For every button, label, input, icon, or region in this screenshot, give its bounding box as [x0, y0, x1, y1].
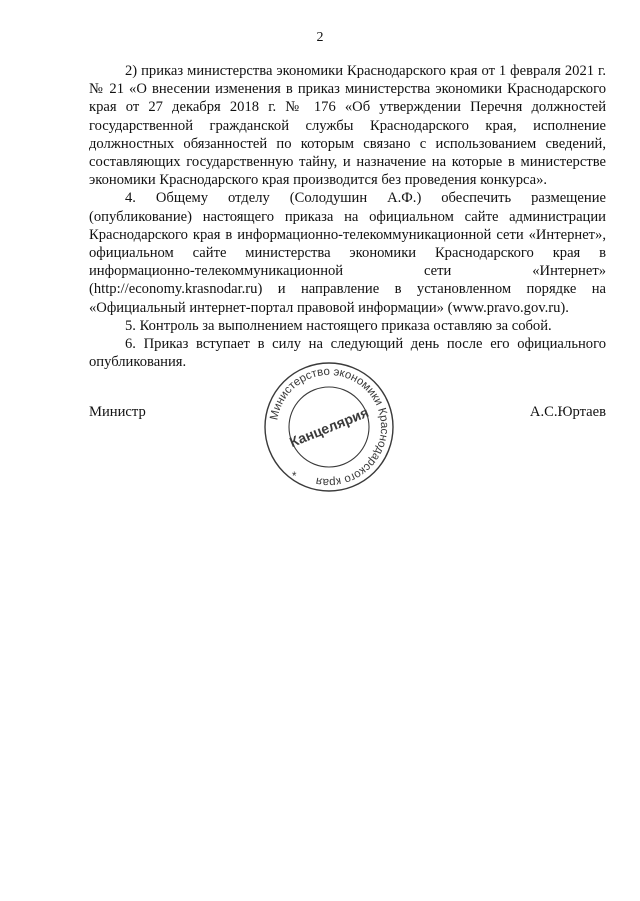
- paragraph-2: 2) приказ министерства экономики Краснодарского края от 1 февраля 2021 г. № 21 «О внесении изменения в приказ министерства экономики Краснодарского края от 27 декабря 2018 г. № 176 «Об утверждении Перечня должностей государственной гражданской службы Краснодарского края, исполнение должностных обязанностей по которым связано с использованием сведений, составляющих государственную тайну, и назначение на которые в министерстве экономики Краснодарского края производится без проведения конкурса».: [89, 63, 606, 189]
- paragraph-5: 5. Контроль за выполнением настоящего приказа оставляю за собой.: [125, 317, 552, 334]
- page-number: 2: [316, 30, 324, 45]
- stamp-star: *: [292, 471, 297, 483]
- signatory-name: А.С.Юртаев: [529, 404, 606, 420]
- stamp-ring-text: Министерство экономики Краснодарского края: [268, 365, 391, 489]
- paragraph-6: 6. Приказ вступает в силу на следующий день после его официального опубликования.: [89, 336, 606, 371]
- paragraph-4: 4. Общему отделу (Солодушин А.Ф.) обеспечить размещение (опубликование) настоящего приказа на официальном сайте администрации Краснодарского края в информационно-телекоммуникационной сети «Интернет», официальном сайте министерства экономики Краснодарского края в информационно-телекоммуникационной сети «Интернет» (http://economy.krasnodar.ru) и направление в установленном порядке на «Официальный интернет-портал правовой информации» (www.pravo.gov.ru).: [89, 190, 606, 316]
- signatory-title: Министр: [89, 404, 146, 420]
- stamp-center-text: Канцелярия: [287, 403, 371, 451]
- document-body: [89, 62, 606, 371]
- office-stamp: [262, 360, 396, 494]
